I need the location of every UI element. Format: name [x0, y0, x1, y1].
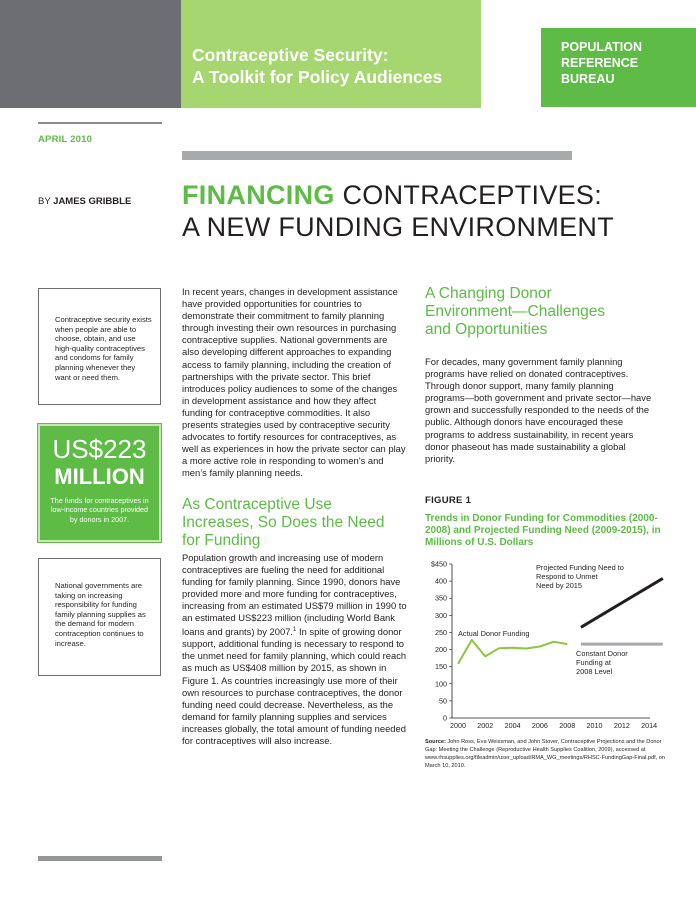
- definition-text: Contraceptive security exists when people are able to choose, obtain, and use high-quality contraceptives and condoms for family planning whenever they want or need them.: [55, 315, 152, 382]
- funding-line-chart: [424, 556, 664, 736]
- figure-title: Trends in Donor Funding for Commodities (2000-2008) and Projected Funding Need (2009-2015), in Millions of U.S. Dollars: [425, 513, 661, 549]
- y-tick-label: 150: [435, 662, 447, 672]
- y-tick-label: 200: [435, 645, 447, 655]
- constant-funding-annotation-line: Funding at: [576, 658, 611, 667]
- figure-source: [425, 738, 669, 770]
- funding-text-part1: Population growth and increasing use of modern contraceptives are fueling the need for additional funding for family planning. Since 1990, donors have provided more and more funding for contraceptives, increasing from an estimated US$79 million in 1990 to an estimated US$223 million (including World Bank loans and grants) by 2007.: [182, 551, 407, 638]
- publication-date: APRIL 2010: [38, 134, 93, 145]
- toolkit-title: [192, 44, 482, 88]
- figure-label: FIGURE 1: [425, 495, 472, 506]
- actual-funding-annotation: [458, 629, 530, 638]
- stat-description: The funds for contraceptives in low-income countries provided by donors in 2007.: [50, 496, 149, 524]
- funding-paragraph: [182, 552, 407, 748]
- actual-funding-line: [458, 640, 567, 664]
- org-name: [561, 39, 642, 87]
- x-tick-label: 2000: [450, 721, 466, 730]
- constant-funding-annotation: [576, 649, 628, 676]
- x-tick-label: 2008: [559, 721, 576, 730]
- section-heading-funding-line1: As Contraceptive Use: [182, 495, 332, 513]
- source-text: John Ross, Eva Weissman, and John Stover, Contraceptive Projections and the Donor Gap: Meeting the Challenge (Reproductive Health Supplies Coalition, 2009), accessed at www.rhsupplies.org/fileadmin/user_upload/RMA_WG_meetings/RHSC-FundingGap-Final.pdf, on March 10, 2010.: [425, 739, 666, 769]
- constant-funding-annotation-line: 2008 Level: [576, 667, 613, 676]
- y-tick-label: 250: [435, 627, 447, 637]
- title-rule: [182, 151, 572, 160]
- y-tick-label: 100: [435, 679, 447, 689]
- donor-paragraph: For decades, many government family planning programs have relied on donated contraceptives. Through donor support, many family planning programs—both government and private sector—have grown and successfully responded to the needs of the public. Although donors have encouraged these programs to address sustainability, in recent years donor phaseout has made sustainability a global priority.: [425, 356, 652, 464]
- actual-funding-annotation-line: Actual Donor Funding: [458, 629, 530, 638]
- toolkit-title-line1: Contraceptive Security:: [192, 45, 389, 65]
- y-tick-label: 0: [443, 713, 447, 723]
- main-title: [182, 179, 652, 243]
- section-heading-funding-line3: for Funding: [182, 531, 261, 549]
- y-tick-label: 300: [435, 610, 447, 620]
- constant-funding-annotation-line: Constant Donor: [576, 649, 628, 658]
- projected-need-annotation-line: Respond to Unmet: [536, 572, 598, 581]
- date-rule: [38, 122, 162, 124]
- byline-prefix: BY: [38, 196, 51, 207]
- main-title-highlight: FINANCING: [182, 180, 335, 210]
- footnote-marker: 1: [293, 627, 297, 634]
- main-title-line1-rest: CONTRACEPTIVES:: [334, 180, 603, 210]
- x-tick-label: 2002: [477, 721, 494, 730]
- x-tick-label: 2010: [586, 721, 603, 730]
- main-column: [182, 286, 407, 747]
- section-heading-donor-line3: and Opportunities: [425, 321, 548, 338]
- projected-need-annotation: [536, 563, 624, 590]
- header-gray-block: [0, 0, 181, 108]
- funding-text-part2: In spite of growing donor support, additional funding is necessary to respond to the unmet need for family planning, which could reach as much as US$408 million by 2015, as shown in Figure 1. As countries increasingly use more of their own resources to purchase contraceptives, the donor funding need could decrease. Nevertheless, as the demand for family planning supplies and services increases globally, the total amount of funding needed for contraceptives will also increase.: [182, 626, 407, 747]
- definition-box: [38, 288, 161, 405]
- section-heading-donor-line1: A Changing Donor: [425, 285, 552, 302]
- y-tick-label: 50: [439, 696, 447, 706]
- y-tick-label: $450: [431, 559, 447, 569]
- government-box: [38, 558, 161, 676]
- section-heading-funding-line2: Increases, So Does the Need: [182, 513, 385, 531]
- y-tick-label: 350: [435, 593, 447, 603]
- donor-column: [425, 356, 655, 465]
- org-name-line3: BUREAU: [561, 72, 615, 86]
- source-label: Source:: [425, 739, 446, 745]
- section-heading-funding: [182, 496, 407, 550]
- org-name-line1: POPULATION: [561, 40, 643, 54]
- intro-paragraph: In recent years, changes in development assistance have provided opportunities for countries to demonstrate their commitment to family planning through investing their own resources in purchasing contraceptive supplies. National governments are also developing different approaches to expanding access to family planning, including the creation of partnerships with the private sector. This brief introduces policy audiences to some of the changes in development assistance and how they affect funding for contraceptive commodities. It also presents strategies used by contraceptive security advocates to fortify resources for contraceptives, as well as experiences in how the private sector can play a more active role in responding to women’s and men’s family planning needs.: [182, 286, 406, 479]
- projected-need-annotation-line: Need by 2015: [536, 581, 583, 590]
- toolkit-title-line2: A Toolkit for Policy Audiences: [192, 67, 443, 87]
- government-text: National governments are taking on increasing responsibility for funding family planning supplies as the demand for modern contraception continues to increase.: [55, 581, 146, 648]
- byline-author: JAMES GRIBBLE: [53, 196, 132, 207]
- stat-amount: US$223: [52, 434, 147, 464]
- stat-unit: MILLION: [54, 464, 145, 489]
- projected-need-annotation-line: Projected Funding Need to: [536, 563, 624, 572]
- org-name-line2: REFERENCE: [561, 56, 639, 70]
- projected-need-line: [581, 578, 663, 627]
- x-tick-label: 2006: [531, 721, 548, 730]
- x-tick-label: 2004: [504, 721, 521, 730]
- x-tick-label: 2014: [641, 721, 658, 730]
- footer-rule: [38, 856, 162, 861]
- byline: [38, 196, 131, 207]
- y-tick-label: 400: [435, 576, 447, 586]
- section-heading-donor: [425, 285, 665, 339]
- section-heading-donor-line2: Environment—Challenges: [425, 303, 606, 320]
- main-title-line2: A NEW FUNDING ENVIRONMENT: [182, 212, 615, 242]
- x-tick-label: 2012: [613, 721, 630, 730]
- stat-callout: [38, 424, 161, 542]
